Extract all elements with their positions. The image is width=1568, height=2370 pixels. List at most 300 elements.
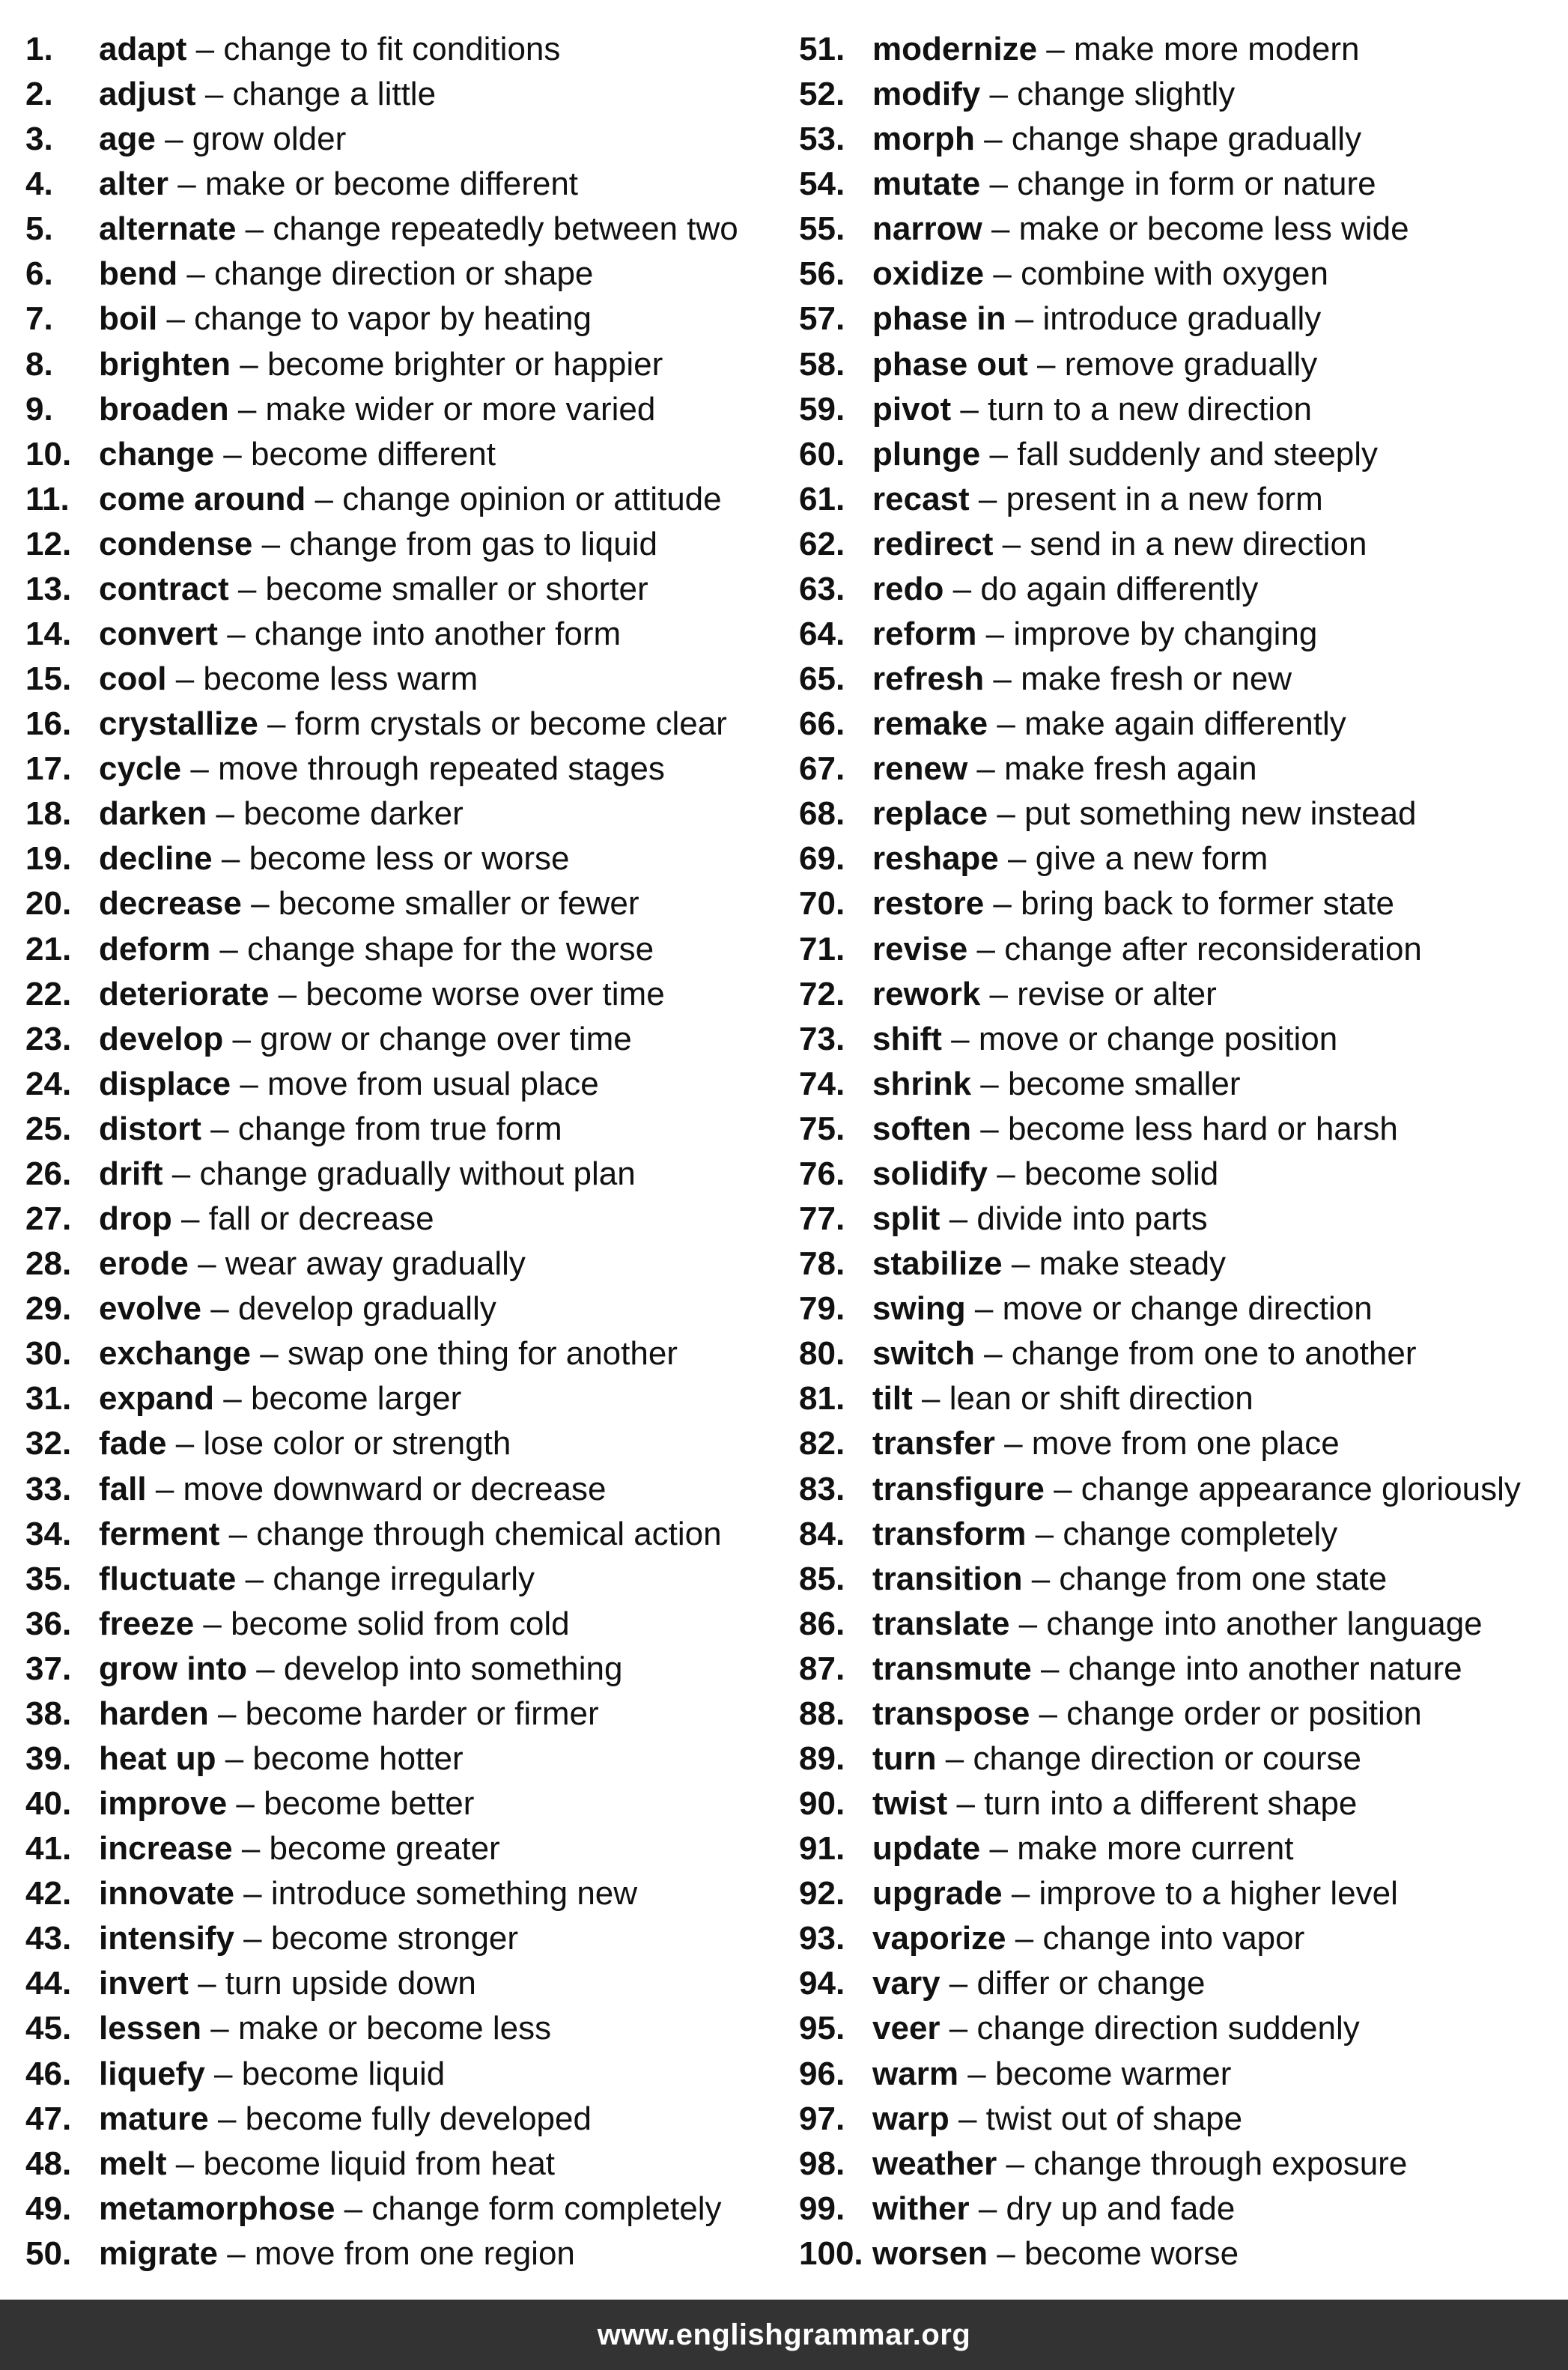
item-separator: – bbox=[1031, 1560, 1051, 1597]
item-separator: – bbox=[978, 480, 997, 517]
list-item bbox=[25, 1871, 804, 1916]
item-separator: – bbox=[1004, 1425, 1023, 1462]
list-item bbox=[25, 2187, 804, 2231]
item-separator: – bbox=[198, 1245, 216, 1283]
item-definition: change repeatedly between two bbox=[273, 210, 738, 248]
item-definition: improve by changing bbox=[1013, 616, 1318, 653]
item-word: morph bbox=[872, 121, 975, 158]
item-word: condense bbox=[99, 525, 253, 562]
item-word: mutate bbox=[872, 165, 981, 203]
item-word: switch bbox=[872, 1335, 975, 1373]
item-separator: – bbox=[980, 1065, 999, 1102]
list-item bbox=[25, 1062, 804, 1107]
item-definition: change direction or course bbox=[973, 1739, 1362, 1777]
item-number: 62. bbox=[799, 525, 845, 562]
list-item bbox=[25, 117, 804, 162]
item-number: 44. bbox=[25, 1965, 72, 2002]
item-number: 42. bbox=[25, 1875, 72, 1912]
item-separator: – bbox=[223, 435, 242, 473]
item-separator: – bbox=[260, 1335, 279, 1373]
list-item bbox=[25, 1602, 804, 1647]
item-number: 6. bbox=[25, 255, 53, 293]
item-definition: introduce something new bbox=[270, 1875, 638, 1912]
item-word: transition bbox=[872, 1560, 1023, 1597]
item-definition: revise or alter bbox=[1017, 975, 1217, 1012]
list-item bbox=[799, 1286, 1568, 1331]
item-word: transfer bbox=[872, 1425, 995, 1462]
item-separator: – bbox=[236, 1785, 255, 1823]
item-word: upgrade bbox=[872, 1875, 1003, 1912]
item-definition: become warmer bbox=[994, 2055, 1232, 2092]
item-word: deform bbox=[99, 930, 211, 967]
item-word: transfigure bbox=[872, 1470, 1045, 1507]
item-word: phase in bbox=[872, 300, 1006, 338]
item-separator: – bbox=[1054, 1470, 1072, 1507]
list-item bbox=[799, 1376, 1568, 1421]
list-item bbox=[799, 747, 1568, 791]
item-separator: – bbox=[175, 1425, 195, 1462]
item-separator: – bbox=[949, 1965, 968, 2002]
list-item bbox=[799, 297, 1568, 341]
item-separator: – bbox=[974, 1290, 994, 1328]
item-separator: – bbox=[976, 930, 995, 967]
item-number: 64. bbox=[799, 616, 845, 653]
list-item bbox=[25, 1242, 804, 1286]
item-separator: – bbox=[951, 1020, 970, 1057]
item-number: 2. bbox=[25, 76, 53, 113]
item-definition: make fresh or new bbox=[1021, 660, 1292, 698]
item-definition: present in a new form bbox=[1006, 480, 1323, 517]
item-number: 77. bbox=[799, 1200, 845, 1238]
item-separator: – bbox=[221, 840, 240, 878]
item-word: evolve bbox=[99, 1290, 201, 1328]
item-word: tilt bbox=[872, 1380, 913, 1418]
item-word: transmute bbox=[872, 1650, 1032, 1687]
item-definition: change through exposure bbox=[1033, 2145, 1408, 2182]
item-definition: give a new form bbox=[1035, 840, 1268, 878]
item-word: come around bbox=[99, 480, 306, 517]
item-word: modify bbox=[872, 76, 981, 113]
list-item bbox=[799, 1781, 1568, 1826]
list-item bbox=[799, 522, 1568, 567]
list-item bbox=[25, 72, 804, 117]
item-separator: – bbox=[1008, 840, 1027, 878]
item-number: 73. bbox=[799, 1020, 845, 1057]
item-definition: change irregularly bbox=[273, 1560, 535, 1597]
item-word: transpose bbox=[872, 1695, 1030, 1732]
item-word: change bbox=[99, 435, 215, 473]
item-separator: – bbox=[217, 2100, 237, 2137]
item-word: restore bbox=[872, 885, 985, 923]
item-definition: grow older bbox=[192, 121, 347, 158]
item-word: reform bbox=[872, 616, 977, 653]
item-number: 29. bbox=[25, 1290, 72, 1328]
list-item bbox=[799, 1331, 1568, 1376]
list-item bbox=[25, 1512, 804, 1557]
item-word: invert bbox=[99, 1965, 189, 2002]
item-separator: – bbox=[195, 31, 215, 67]
item-number: 43. bbox=[25, 1920, 72, 1957]
list-item bbox=[25, 1961, 804, 2006]
list-item bbox=[25, 1467, 804, 1512]
list-item bbox=[799, 432, 1568, 477]
item-definition: fall or decrease bbox=[208, 1200, 434, 1238]
item-separator: – bbox=[989, 435, 1008, 473]
item-separator: – bbox=[237, 570, 257, 607]
item-word: improve bbox=[99, 1785, 228, 1823]
item-number: 69. bbox=[799, 840, 845, 878]
item-number: 61. bbox=[799, 480, 845, 517]
list-item bbox=[799, 1916, 1568, 1961]
item-word: replace bbox=[872, 795, 988, 833]
item-number: 22. bbox=[25, 975, 72, 1012]
item-number: 80. bbox=[799, 1335, 845, 1373]
item-number: 67. bbox=[799, 750, 845, 788]
item-separator: – bbox=[958, 2100, 977, 2137]
list-item bbox=[799, 791, 1568, 836]
item-number: 97. bbox=[799, 2100, 845, 2137]
list-item bbox=[25, 1737, 804, 1781]
item-separator: – bbox=[225, 1739, 244, 1777]
item-number: 93. bbox=[799, 1920, 845, 1957]
list-item bbox=[799, 27, 1568, 72]
item-word: brighten bbox=[99, 345, 231, 383]
footer-bar bbox=[0, 2300, 1568, 2370]
item-separator: – bbox=[166, 300, 185, 338]
item-number: 4. bbox=[25, 165, 53, 203]
item-separator: – bbox=[993, 885, 1012, 923]
item-definition: change from true form bbox=[237, 1110, 562, 1147]
item-number: 25. bbox=[25, 1110, 72, 1147]
item-definition: become smaller or fewer bbox=[278, 885, 639, 923]
item-separator: – bbox=[1002, 525, 1021, 562]
item-word: heat up bbox=[99, 1739, 216, 1777]
item-word: erode bbox=[99, 1245, 189, 1283]
list-item bbox=[25, 612, 804, 657]
item-definition: become less warm bbox=[203, 660, 478, 698]
item-separator: – bbox=[216, 795, 235, 833]
item-definition: change into vapor bbox=[1042, 1920, 1305, 1957]
item-separator: – bbox=[984, 1335, 1003, 1373]
item-word: develop bbox=[99, 1020, 224, 1057]
item-word: update bbox=[872, 1830, 981, 1868]
item-number: 35. bbox=[25, 1560, 72, 1597]
item-definition: change gradually without plan bbox=[199, 1155, 636, 1192]
list-item bbox=[25, 2231, 804, 2276]
item-definition: become brighter or happier bbox=[267, 345, 663, 383]
item-separator: – bbox=[165, 121, 183, 158]
item-number: 89. bbox=[799, 1739, 845, 1777]
item-word: swing bbox=[872, 1290, 966, 1328]
item-word: distort bbox=[99, 1110, 201, 1147]
list-item bbox=[25, 477, 804, 522]
list-item bbox=[799, 2142, 1568, 2187]
item-word: metamorphose bbox=[99, 2190, 335, 2227]
item-definition: make steady bbox=[1039, 1245, 1227, 1283]
item-word: solidify bbox=[872, 1155, 988, 1192]
item-word: contract bbox=[99, 570, 229, 607]
item-number: 46. bbox=[25, 2055, 72, 2092]
item-number: 79. bbox=[799, 1290, 845, 1328]
list-item bbox=[799, 567, 1568, 612]
item-number: 81. bbox=[799, 1380, 845, 1418]
item-number: 92. bbox=[799, 1875, 845, 1912]
item-separator: – bbox=[989, 1830, 1008, 1868]
list-item bbox=[25, 2006, 804, 2051]
item-definition: swap one thing for another bbox=[287, 1335, 678, 1373]
item-number: 95. bbox=[799, 2010, 845, 2047]
item-definition: differ or change bbox=[976, 1965, 1206, 2002]
item-definition: introduce gradually bbox=[1042, 300, 1322, 338]
item-definition: send in a new direction bbox=[1030, 525, 1367, 562]
item-number: 78. bbox=[799, 1245, 845, 1283]
list-item bbox=[799, 881, 1568, 926]
list-item bbox=[25, 1152, 804, 1197]
item-word: harden bbox=[99, 1695, 209, 1732]
item-word: freeze bbox=[99, 1605, 195, 1642]
list-item bbox=[799, 1107, 1568, 1152]
item-separator: – bbox=[278, 975, 297, 1012]
item-word: cycle bbox=[99, 750, 182, 788]
list-item bbox=[799, 387, 1568, 432]
item-number: 7. bbox=[25, 300, 53, 338]
item-word: alternate bbox=[99, 210, 237, 248]
list-item bbox=[25, 27, 804, 72]
item-separator: – bbox=[922, 1380, 941, 1418]
item-separator: – bbox=[1046, 31, 1065, 67]
item-definition: change from one to another bbox=[1011, 1335, 1417, 1373]
list-item bbox=[25, 1286, 804, 1331]
item-separator: – bbox=[997, 795, 1015, 833]
item-word: intensify bbox=[99, 1920, 234, 1957]
list-item bbox=[25, 1781, 804, 1826]
item-number: 100. bbox=[799, 2234, 863, 2272]
item-number: 13. bbox=[25, 570, 72, 607]
item-separator: – bbox=[251, 885, 270, 923]
item-number: 51. bbox=[799, 31, 845, 67]
item-number: 58. bbox=[799, 345, 845, 383]
list-item bbox=[25, 1916, 804, 1961]
item-definition: change from gas to liquid bbox=[289, 525, 657, 562]
item-definition: become liquid bbox=[241, 2055, 446, 2092]
list-item bbox=[25, 702, 804, 747]
item-separator: – bbox=[214, 2055, 233, 2092]
item-separator: – bbox=[1011, 1875, 1030, 1912]
item-number: 91. bbox=[799, 1830, 845, 1868]
item-definition: dry up and fade bbox=[1006, 2190, 1236, 2227]
item-number: 88. bbox=[799, 1695, 845, 1732]
list-item bbox=[799, 927, 1568, 972]
item-definition: change completely bbox=[1063, 1515, 1338, 1552]
list-item bbox=[25, 252, 804, 297]
list-item bbox=[799, 1421, 1568, 1466]
item-definition: make or become different bbox=[204, 165, 579, 203]
item-definition: remove gradually bbox=[1064, 345, 1318, 383]
item-definition: combine with oxygen bbox=[1021, 255, 1328, 293]
list-item bbox=[799, 1961, 1568, 2006]
item-word: mature bbox=[99, 2100, 209, 2137]
item-word: adapt bbox=[99, 31, 187, 67]
item-number: 9. bbox=[25, 390, 53, 428]
item-number: 98. bbox=[799, 2145, 845, 2182]
item-definition: move downward or decrease bbox=[183, 1470, 607, 1507]
item-separator: – bbox=[1011, 1245, 1030, 1283]
list-item bbox=[799, 1512, 1568, 1557]
item-number: 48. bbox=[25, 2145, 72, 2182]
item-separator: – bbox=[1039, 1695, 1058, 1732]
item-definition: change slightly bbox=[1017, 76, 1236, 113]
item-separator: – bbox=[210, 1110, 229, 1147]
item-number: 75. bbox=[799, 1110, 845, 1147]
item-word: darken bbox=[99, 795, 207, 833]
item-separator: – bbox=[240, 345, 258, 383]
item-word: broaden bbox=[99, 390, 229, 428]
list-item bbox=[25, 1331, 804, 1376]
item-definition: change opinion or attitude bbox=[342, 480, 722, 517]
item-definition: make or become less bbox=[237, 2010, 552, 2047]
list-item bbox=[25, 387, 804, 432]
item-definition: change through chemical action bbox=[256, 1515, 722, 1552]
item-number: 59. bbox=[799, 390, 845, 428]
list-item bbox=[25, 432, 804, 477]
item-definition: become worse over time bbox=[306, 975, 665, 1012]
list-item bbox=[799, 477, 1568, 522]
item-number: 24. bbox=[25, 1065, 72, 1102]
item-definition: change direction suddenly bbox=[976, 2010, 1360, 2047]
list-item bbox=[25, 1376, 804, 1421]
item-definition: become solid from cold bbox=[231, 1605, 570, 1642]
item-word: redo bbox=[872, 570, 944, 607]
item-number: 86. bbox=[799, 1605, 845, 1642]
item-word: phase out bbox=[872, 345, 1028, 383]
list-item bbox=[25, 1826, 804, 1871]
list-item bbox=[799, 972, 1568, 1017]
list-item bbox=[25, 927, 804, 972]
item-number: 17. bbox=[25, 750, 72, 788]
item-number: 68. bbox=[799, 795, 845, 833]
item-separator: – bbox=[989, 76, 1008, 113]
list-item bbox=[25, 1647, 804, 1692]
item-word: melt bbox=[99, 2145, 167, 2182]
item-separator: – bbox=[240, 1065, 258, 1102]
item-definition: twist out of shape bbox=[985, 2100, 1243, 2137]
item-separator: – bbox=[228, 1515, 248, 1552]
item-number: 39. bbox=[25, 1739, 72, 1777]
item-word: cool bbox=[99, 660, 167, 698]
item-word: warm bbox=[872, 2055, 958, 2092]
item-number: 94. bbox=[799, 1965, 845, 2002]
item-word: drift bbox=[99, 1155, 163, 1192]
item-definition: change shape gradually bbox=[1011, 121, 1362, 158]
item-separator: – bbox=[181, 1200, 200, 1238]
item-separator: – bbox=[210, 1290, 229, 1328]
left-column bbox=[25, 27, 804, 2276]
item-number: 56. bbox=[799, 255, 845, 293]
item-word: rework bbox=[872, 975, 981, 1012]
item-number: 45. bbox=[25, 2010, 72, 2047]
item-word: ferment bbox=[99, 1515, 220, 1552]
item-definition: make more current bbox=[1017, 1830, 1294, 1868]
item-number: 74. bbox=[799, 1065, 845, 1102]
item-word: redirect bbox=[872, 525, 994, 562]
item-word: pivot bbox=[872, 390, 952, 428]
list-item bbox=[25, 657, 804, 702]
item-word: fluctuate bbox=[99, 1560, 237, 1597]
item-definition: move through repeated stages bbox=[218, 750, 665, 788]
item-definition: change a little bbox=[232, 76, 437, 113]
list-item bbox=[799, 1826, 1568, 1871]
item-number: 76. bbox=[799, 1155, 845, 1192]
list-item bbox=[799, 836, 1568, 881]
list-item bbox=[25, 1692, 804, 1737]
item-separator: – bbox=[171, 1155, 191, 1192]
item-number: 1. bbox=[25, 31, 53, 67]
list-item bbox=[799, 342, 1568, 387]
list-item bbox=[799, 612, 1568, 657]
item-separator: – bbox=[256, 1650, 275, 1687]
item-number: 85. bbox=[799, 1560, 845, 1597]
list-item bbox=[799, 1242, 1568, 1286]
item-definition: put something new instead bbox=[1024, 795, 1417, 833]
item-word: decline bbox=[99, 840, 213, 878]
item-separator: – bbox=[989, 165, 1008, 203]
item-number: 71. bbox=[799, 930, 845, 967]
item-separator: – bbox=[155, 1470, 174, 1507]
item-definition: become hotter bbox=[252, 1739, 464, 1777]
item-word: crystallize bbox=[99, 705, 258, 743]
item-word: split bbox=[872, 1200, 941, 1238]
item-separator: – bbox=[204, 76, 224, 113]
item-definition: change in form or nature bbox=[1017, 165, 1376, 203]
item-definition: develop into something bbox=[283, 1650, 623, 1687]
item-separator: – bbox=[997, 1155, 1015, 1192]
item-number: 70. bbox=[799, 885, 845, 923]
item-separator: – bbox=[1037, 345, 1056, 383]
item-word: twist bbox=[872, 1785, 948, 1823]
item-word: lessen bbox=[99, 2010, 201, 2047]
list-item bbox=[799, 1737, 1568, 1781]
item-number: 41. bbox=[25, 1830, 72, 1868]
item-definition: become less or worse bbox=[249, 840, 570, 878]
item-number: 10. bbox=[25, 435, 72, 473]
item-number: 14. bbox=[25, 616, 72, 653]
item-definition: become darker bbox=[243, 795, 464, 833]
item-definition: grow or change over time bbox=[260, 1020, 632, 1057]
item-definition: become smaller or shorter bbox=[265, 570, 648, 607]
item-separator: – bbox=[177, 165, 196, 203]
list-item bbox=[799, 2052, 1568, 2097]
item-separator: – bbox=[267, 705, 286, 743]
item-number: 84. bbox=[799, 1515, 845, 1552]
item-number: 72. bbox=[799, 975, 845, 1012]
item-number: 57. bbox=[799, 300, 845, 338]
item-definition: become solid bbox=[1024, 1155, 1219, 1192]
item-definition: change after reconsideration bbox=[1004, 930, 1422, 967]
item-separator: – bbox=[978, 2190, 997, 2227]
item-number: 8. bbox=[25, 345, 53, 383]
list-item bbox=[25, 2142, 804, 2187]
item-number: 49. bbox=[25, 2190, 72, 2227]
item-separator: – bbox=[227, 616, 246, 653]
item-definition: change order or position bbox=[1066, 1695, 1422, 1732]
item-separator: – bbox=[223, 1380, 242, 1418]
item-number: 63. bbox=[799, 570, 845, 607]
item-separator: – bbox=[219, 930, 238, 967]
item-definition: lean or shift direction bbox=[949, 1380, 1254, 1418]
item-word: fade bbox=[99, 1425, 167, 1462]
list-item bbox=[25, 1107, 804, 1152]
item-definition: become smaller bbox=[1008, 1065, 1241, 1102]
